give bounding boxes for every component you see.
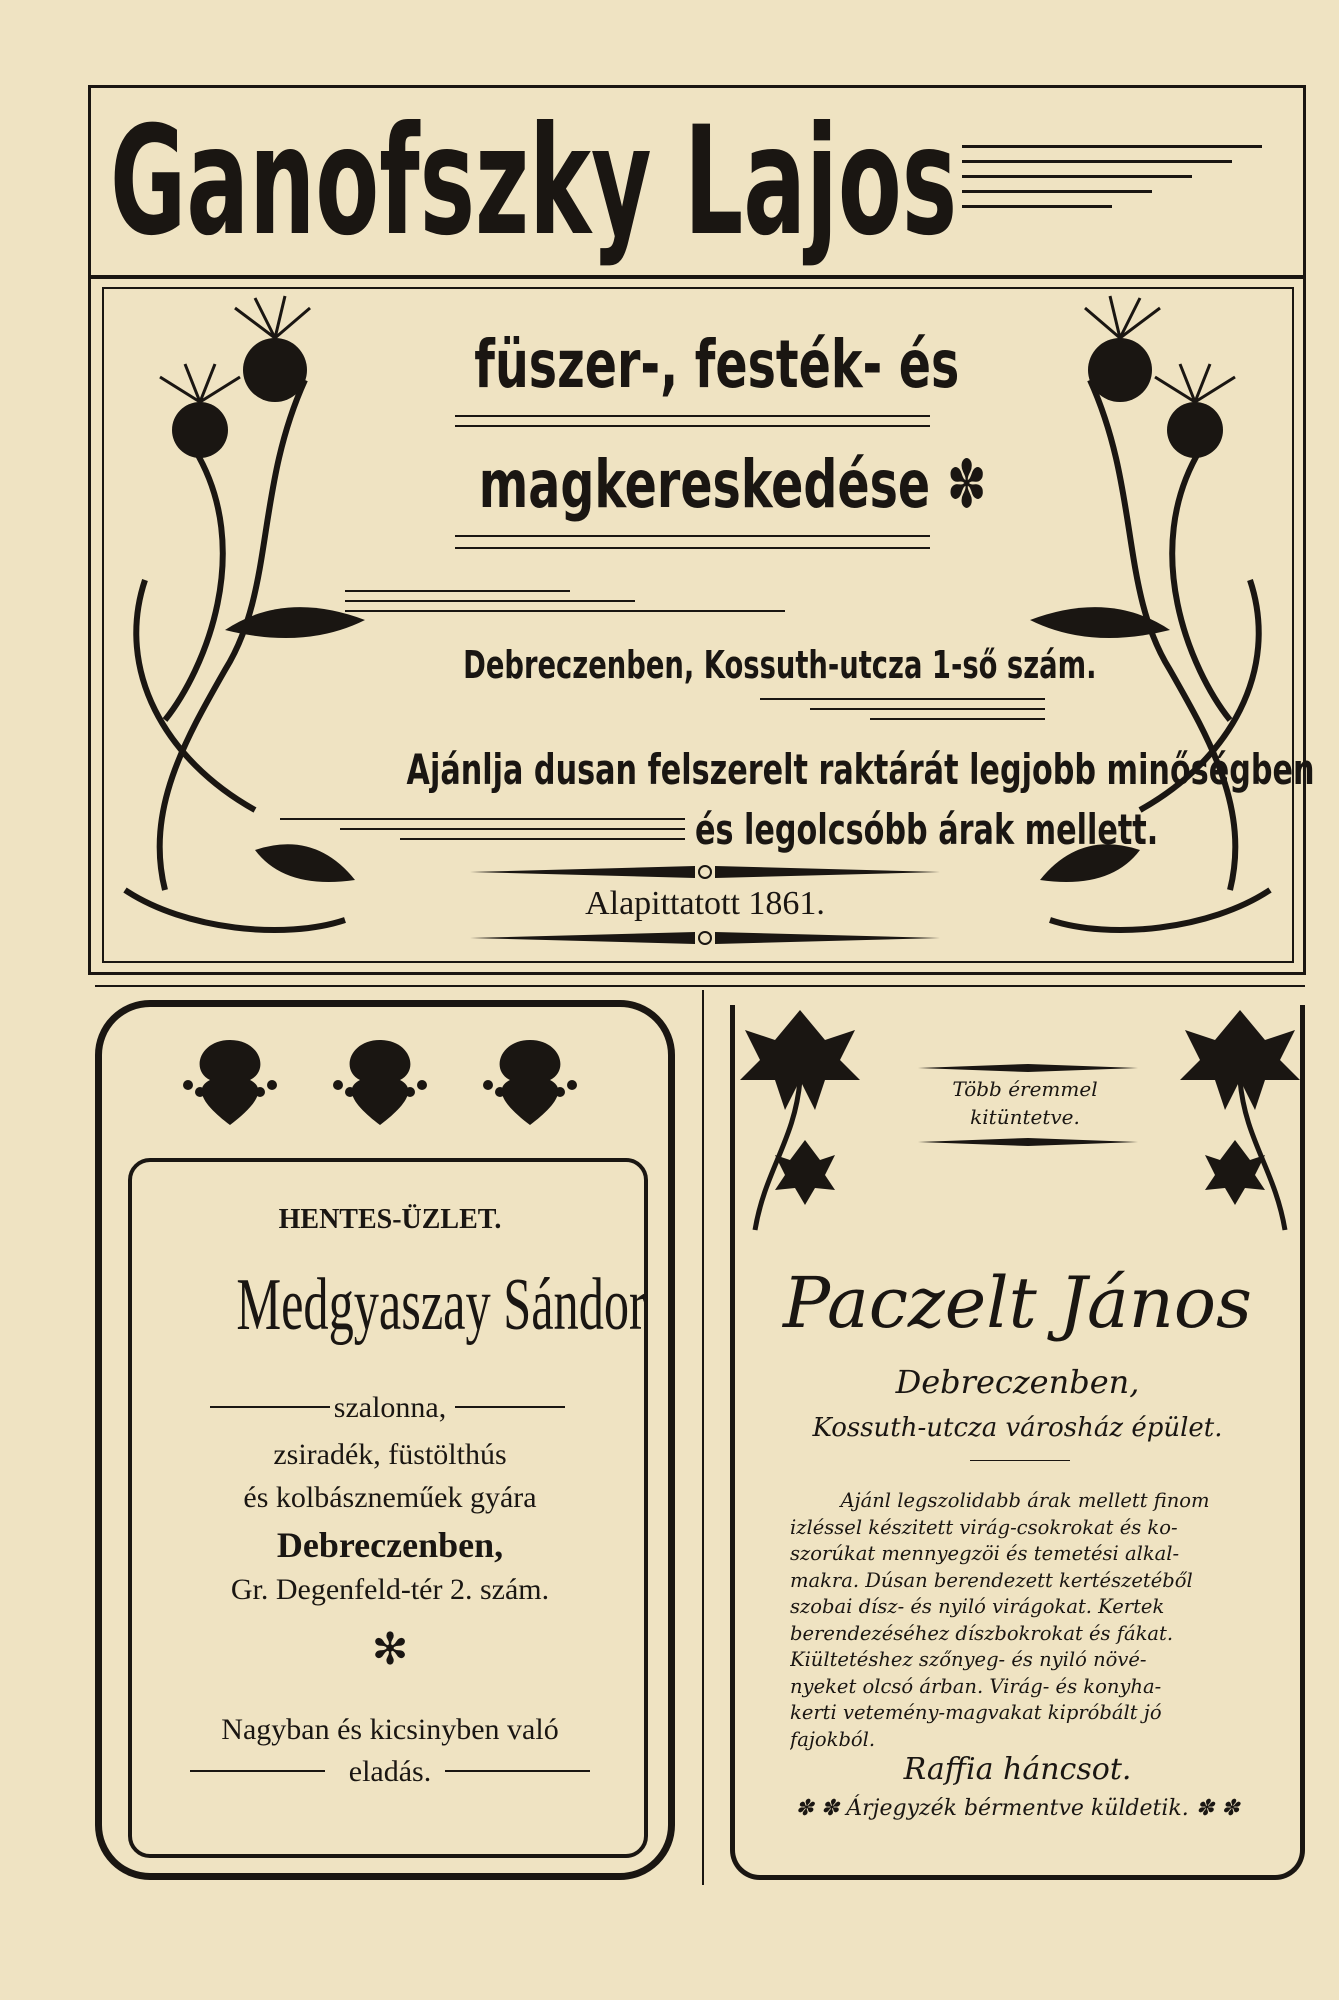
left-ad-line-2: zsiradék, füstölthús	[273, 1438, 507, 1471]
trade-line-2: magkereskedése ✽	[478, 446, 987, 523]
rule	[970, 1460, 1070, 1461]
grape-leaf-1-icon	[180, 1030, 280, 1130]
awards-line-2: kitüntetve.	[970, 1105, 1080, 1129]
top-ad-name: Ganofszky Lajos	[110, 95, 958, 269]
awards-ornament-bottom-icon	[918, 1137, 1138, 1147]
left-ad-line-4: Debreczenben,	[276, 1525, 504, 1565]
rule	[455, 535, 930, 537]
left-ad-category: HENTES-ÜZLET.	[278, 1204, 502, 1235]
rule	[810, 708, 1045, 710]
rule	[345, 590, 570, 592]
right-ad-city: Debreczenben,	[895, 1363, 1140, 1401]
body-line: fajokból.	[790, 1727, 876, 1751]
rule	[345, 600, 635, 602]
rule	[455, 425, 930, 427]
right-ad-pricelist: ✽ ✽ Árjegyzék bérmentve küldetik. ✽ ✽	[795, 1796, 1240, 1821]
rule	[280, 818, 685, 820]
body-line: berendezéséhez díszbokrokat és fákat.	[790, 1621, 1174, 1645]
asterisk-icon: ✻	[371, 1625, 409, 1674]
rule	[190, 1770, 325, 1772]
grape-leaf-3-icon	[480, 1030, 580, 1130]
body-line: izléssel készitett virág-csokrokat és ko-	[790, 1515, 1178, 1539]
founded-ornament-bottom-icon	[470, 928, 940, 948]
rule	[455, 547, 930, 549]
flower-mark-icon: ✽ ✽	[795, 1796, 840, 1821]
flower-ornament-right-icon	[1030, 290, 1290, 960]
right-ad-address: Kossuth-utcza városház épület.	[812, 1413, 1223, 1443]
left-ad-line-7: eladás.	[348, 1755, 432, 1788]
rule	[210, 1406, 330, 1408]
flower-mark-icon: ✽ ✽	[1195, 1796, 1240, 1821]
body-line: nyeket olcsó árban. Virág- és konyha-	[790, 1674, 1162, 1698]
right-ad-body	[790, 1488, 1260, 1753]
grape-leaf-2-icon	[330, 1030, 430, 1130]
awards-ornament-top-icon	[918, 1063, 1138, 1073]
flower-ornament-left-icon	[105, 290, 365, 960]
trade-line-1: füszer-, festék- és	[474, 326, 960, 403]
column-divider	[702, 990, 704, 1885]
top-ad-address: Debreczenben, Kossuth-utcza 1-ső szám.	[463, 643, 1097, 687]
rule	[400, 838, 685, 840]
rule	[870, 718, 1045, 720]
leaf-ornament-left-icon	[735, 1000, 865, 1230]
body-line: szobai dísz- és nyiló virágokat. Kertek	[790, 1595, 1165, 1618]
left-ad-line-6: Nagyban és kicsinyben való	[221, 1713, 559, 1746]
top-ad-founded: Alapittatott 1861.	[585, 885, 825, 922]
flower-mark-icon: ✽	[946, 446, 987, 523]
leaf-ornament-right-icon	[1175, 1000, 1305, 1230]
rule	[340, 828, 685, 830]
right-ad-name: Paczelt János	[783, 1262, 1252, 1344]
rule	[455, 415, 930, 417]
left-ad-name: Medgyaszay Sándor	[236, 1264, 646, 1346]
rule	[455, 1406, 565, 1408]
top-ad-offer-1: Ajánlja dusan felszerelt raktárát legjobb minőségben	[406, 745, 1315, 794]
right-ad-raffia: Raffia háncsot.	[903, 1752, 1132, 1787]
rule	[445, 1770, 590, 1772]
left-ad-line-3: és kolbászneműek gyára	[243, 1481, 537, 1514]
top-ad-divider	[88, 275, 1306, 279]
body-line: szorúkat mennyegzöi és temetési alkal-	[790, 1542, 1180, 1565]
awards-line-1: Több éremmel	[952, 1077, 1098, 1101]
top-ad-offer-2: és legolcsóbb árak mellett.	[695, 805, 1159, 854]
founded-ornament-top-icon	[470, 862, 940, 882]
body-line: Ajánl legszolidabb árak mellett finom	[840, 1489, 1210, 1512]
body-line: Kiültetéshez szőnyeg- és nyiló növé-	[790, 1648, 1147, 1671]
rule	[760, 698, 1045, 700]
left-ad-line-1: szalonna,	[333, 1391, 447, 1424]
left-ad-line-5: Gr. Degenfeld-tér 2. szám.	[230, 1573, 550, 1606]
rule	[345, 610, 785, 612]
page-divider	[95, 985, 1305, 987]
body-line: kerti vetemény-magvakat kipróbált jó	[790, 1701, 1162, 1724]
body-line: makra. Dúsan berendezett kertészetéből	[790, 1568, 1193, 1592]
